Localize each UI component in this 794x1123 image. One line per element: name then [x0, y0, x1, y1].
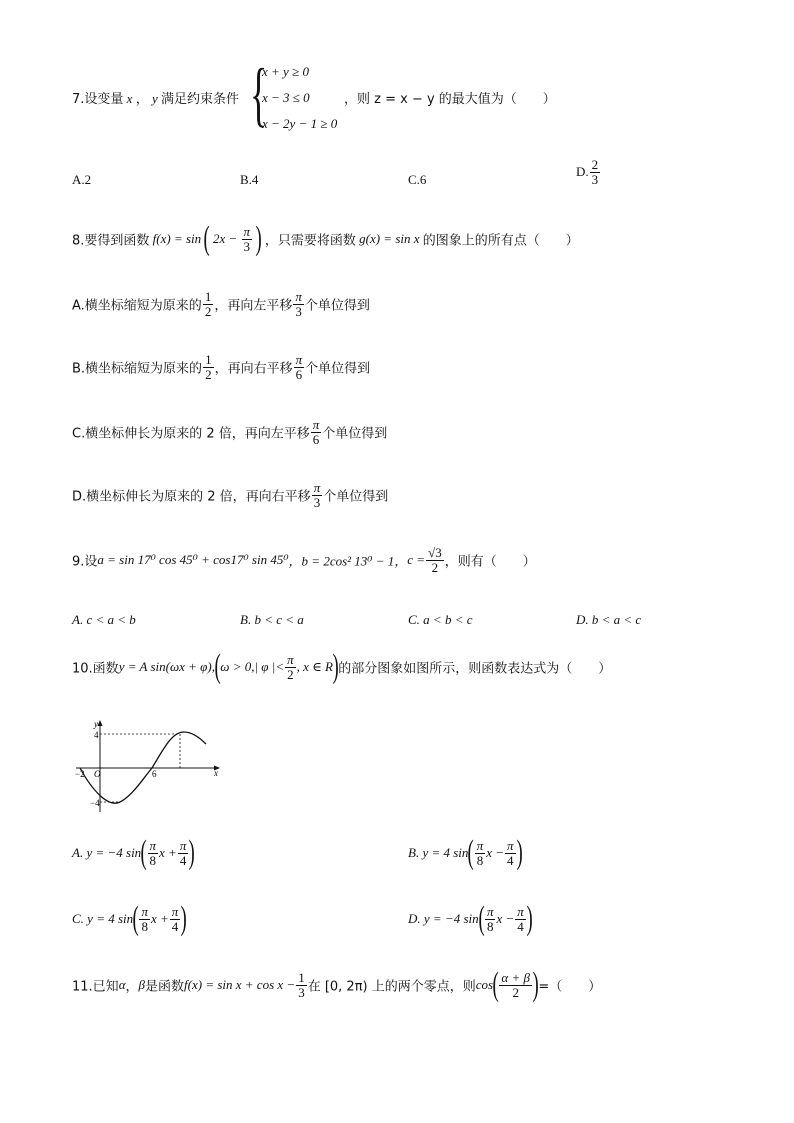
q8-b-mid: ，再向右平移	[214, 361, 293, 377]
q8-a-scale-fraction	[203, 290, 214, 318]
graph-tick-4: 4	[94, 730, 99, 740]
q7-constraint-2: x − 3 ≤ 0	[262, 90, 310, 105]
q10-a-frac1	[148, 839, 159, 867]
q10-option-a	[72, 836, 195, 870]
q8-a-mid: ，再向左平移	[214, 298, 293, 314]
q8-rparen: )	[255, 220, 263, 257]
q9-option-c: C. a < b < c	[408, 612, 473, 627]
q10-c-den4: 4	[170, 919, 181, 934]
q11-num-ab: α + β	[501, 969, 530, 985]
q10-den2: 2	[285, 667, 296, 682]
q8-d-post: 个单位得到	[323, 489, 389, 505]
q8-d-pden: 3	[312, 495, 323, 510]
q8-stem	[72, 222, 579, 256]
q7-constraint-3: x − 2y − 1 ≥ 0	[262, 116, 338, 131]
q10-d-rparen: )	[526, 900, 533, 937]
q8-d-shift-fraction	[312, 481, 323, 509]
q10-a-frac2	[178, 839, 189, 867]
q8-func: f(x) = sin	[152, 231, 202, 246]
q8-a-pnum: π	[295, 289, 302, 304]
q10-d-den4: 4	[515, 919, 526, 934]
q10-c-frac2	[170, 905, 181, 933]
q10-c-pre: C. y = 4 sin	[72, 911, 134, 926]
q7-option-a: A.2	[72, 172, 92, 187]
q8-b-shift-fraction	[294, 353, 305, 381]
q10-c-pi1: π	[141, 903, 148, 919]
q8-lparen: (	[203, 220, 211, 257]
q8-pi-over-3	[242, 225, 253, 253]
q11-func: f(x) = sin x + cos x −	[184, 977, 296, 992]
q10-c-op: x +	[150, 911, 169, 926]
q10-c-den8: 8	[139, 919, 150, 934]
q10-d-op: x −	[496, 911, 515, 926]
q8-c-pden: 6	[311, 432, 322, 447]
q10-d-frac2	[515, 905, 526, 933]
q10-d-pi1: π	[486, 903, 494, 919]
q7-option-d	[576, 158, 601, 186]
q11-cos: cos	[475, 977, 494, 992]
q10-b-den8: 8	[475, 853, 486, 868]
q11-one-third	[296, 971, 307, 999]
q10-b-pi1: π	[476, 837, 484, 853]
q11-mid: 是函数	[145, 979, 185, 995]
q8-a-pden: 3	[293, 304, 304, 319]
q8-c-pnum: π	[312, 417, 320, 432]
q8-b-num: 1	[205, 352, 212, 367]
q10-a-op: x +	[159, 845, 177, 860]
q10-option-d	[408, 902, 532, 936]
q8-a-shift-fraction	[293, 290, 304, 318]
q11-den3: 3	[298, 984, 305, 1000]
q11-comma: ，	[125, 979, 139, 995]
graph-y-label: y	[94, 719, 98, 729]
q10-a-pre: A. y = −4 sin	[72, 845, 142, 860]
q10-stem	[72, 650, 611, 684]
q10-d-pi2: π	[517, 903, 524, 919]
q7-lead: 7.设变量	[72, 92, 124, 107]
q7-option-d-fraction	[590, 158, 601, 186]
q8-option-b	[72, 353, 370, 381]
q8-d-pnum: π	[313, 480, 321, 495]
q10-pi: π	[287, 651, 294, 667]
q9-a-expr: a = sin 17⁰ cos 45⁰ + cos17⁰ sin 45⁰	[97, 552, 289, 568]
q8-mid: ，只需要将函数	[264, 233, 356, 249]
q10-option-c	[72, 902, 187, 936]
q11-num1: 1	[298, 969, 305, 985]
q8-b-pnum: π	[295, 352, 303, 367]
graph-origin-label: O	[94, 769, 101, 779]
q7-comma: ，	[135, 92, 149, 107]
q10-cond-right: , x ∈ R	[296, 659, 333, 674]
q10-d-lparen: (	[478, 900, 485, 937]
q10-sine-graph	[72, 718, 222, 814]
q9-c-den: 2	[426, 560, 444, 575]
q8-pi: π	[243, 223, 251, 239]
q10-a-lparen: (	[140, 834, 147, 871]
q8-c-pre: C.横坐标伸长为原来的 2 倍，再向左平移	[72, 426, 310, 442]
q11-rparen: )	[532, 966, 539, 1003]
q10-tail: 的部分图象如图所示，则函数表达式为（ ）	[338, 661, 612, 677]
q7-constraint-1: x + y ≥ 0	[262, 64, 309, 79]
q7-option-d-prefix: D.	[576, 164, 589, 180]
q9-option-d: D. b < a < c	[576, 612, 642, 627]
q11-beta: β	[138, 977, 146, 992]
q8-arg: 2x −	[212, 231, 238, 246]
q9-stem	[72, 546, 536, 574]
q10-b-frac1	[475, 839, 486, 867]
q10-a-rparen: )	[188, 834, 196, 871]
q11-range: 在 [0, 2π) 上的两个零点，则	[307, 979, 476, 995]
q10-c-rparen: )	[180, 900, 188, 937]
q10-a-pi1: π	[149, 837, 157, 853]
q7-d-num: 2	[591, 157, 599, 172]
q9-lead: 9.设	[72, 554, 98, 570]
q8-gfunc: g(x) = sin x	[359, 231, 420, 246]
q10-c-frac1	[139, 905, 150, 933]
q11-alpha: α	[118, 977, 126, 992]
q9-c-fraction	[426, 546, 444, 574]
q10-b-lparen: (	[467, 834, 475, 871]
q7-option-b: B.4	[240, 172, 259, 187]
q8-b-post: 个单位得到	[305, 361, 371, 377]
q10-c-pi2: π	[171, 903, 179, 919]
q8-b-pden: 6	[294, 367, 305, 382]
q7-var-y: y	[151, 91, 158, 106]
graph-tick-6: 6	[152, 769, 157, 779]
q10-expr: y = A sin(ωx + φ),	[118, 659, 215, 674]
q8-c-shift-fraction	[311, 418, 322, 446]
q9-option-b: B. b < c < a	[240, 612, 304, 627]
q8-lead: 8.要得到函数	[72, 233, 150, 249]
q8-b-pre: B.横坐标缩短为原来的	[72, 361, 203, 377]
q7-option-c: C.6	[408, 172, 427, 187]
q10-b-pre: B. y = 4 sin	[408, 845, 469, 860]
q8-d-pre: D.横坐标伸长为原来的 2 倍，再向右平移	[72, 489, 311, 505]
q8-b-scale-fraction	[203, 353, 214, 381]
graph-tick-neg2: −2	[75, 769, 85, 779]
q11-half-sum	[499, 971, 532, 999]
q11-lead: 11.已知	[72, 979, 119, 995]
q9-c-num: √3	[428, 545, 442, 560]
q8-option-a	[72, 290, 370, 318]
q7-tail: ，则 z = x − y 的最大值为（ ）	[344, 92, 556, 107]
q8-b-den: 2	[205, 366, 212, 382]
q10-rparen: )	[332, 648, 339, 685]
q7-cond-text: 满足约束条件	[160, 92, 239, 107]
q10-lparen: (	[214, 648, 221, 685]
q10-a-den8: 8	[148, 853, 159, 868]
q10-pi-over-2	[285, 653, 296, 681]
q10-cond-left: ω > 0,| φ |<	[220, 659, 285, 674]
q8-tail: 的图象上的所有点（ ）	[422, 233, 579, 249]
q7-system-brace: {	[250, 54, 268, 134]
q11-tail: =（ ）	[538, 979, 602, 995]
q7-d-den: 3	[591, 171, 599, 187]
q8-a-num: 1	[204, 289, 212, 304]
q10-b-op: x −	[486, 845, 505, 860]
q9-option-a: A. c < a < b	[72, 612, 136, 627]
q10-b-frac2	[505, 839, 516, 867]
q11-den2: 2	[499, 985, 532, 1000]
q10-b-rparen: )	[516, 834, 523, 871]
q10-a-pi2: π	[179, 837, 187, 853]
q8-c-post: 个单位得到	[322, 426, 388, 442]
q10-d-den8: 8	[485, 919, 496, 934]
q8-a-den: 2	[204, 303, 212, 319]
q10-a-den4: 4	[178, 853, 189, 868]
q10-b-den4: 4	[505, 853, 516, 868]
q8-a-pre: A.横坐标缩短为原来的	[72, 298, 202, 314]
q10-option-b	[408, 836, 522, 870]
q10-b-pi2: π	[507, 837, 514, 853]
q10-c-lparen: (	[132, 900, 139, 937]
q10-d-pre: D. y = −4 sin	[408, 911, 479, 926]
q8-a-post: 个单位得到	[304, 298, 370, 314]
q7-var-x: x	[126, 91, 133, 106]
q7-stem	[72, 88, 239, 107]
q8-option-d	[72, 481, 388, 509]
graph-x-label: x	[214, 768, 218, 778]
q9-c-pre: c =	[407, 552, 426, 568]
q9-b-expr: ，b = 2cos² 13⁰ − 1，	[288, 553, 408, 569]
q10-lead: 10.函数	[72, 661, 119, 677]
q11-lparen: (	[492, 966, 499, 1003]
q8-den3: 3	[242, 239, 253, 254]
graph-tick-neg4: −4	[90, 798, 100, 808]
y-axis-arrow	[98, 720, 103, 726]
q11-stem	[72, 968, 601, 1002]
q9-tail: ，则有（ ）	[444, 554, 536, 570]
q10-d-frac1	[485, 905, 496, 933]
q8-option-c	[72, 418, 387, 446]
